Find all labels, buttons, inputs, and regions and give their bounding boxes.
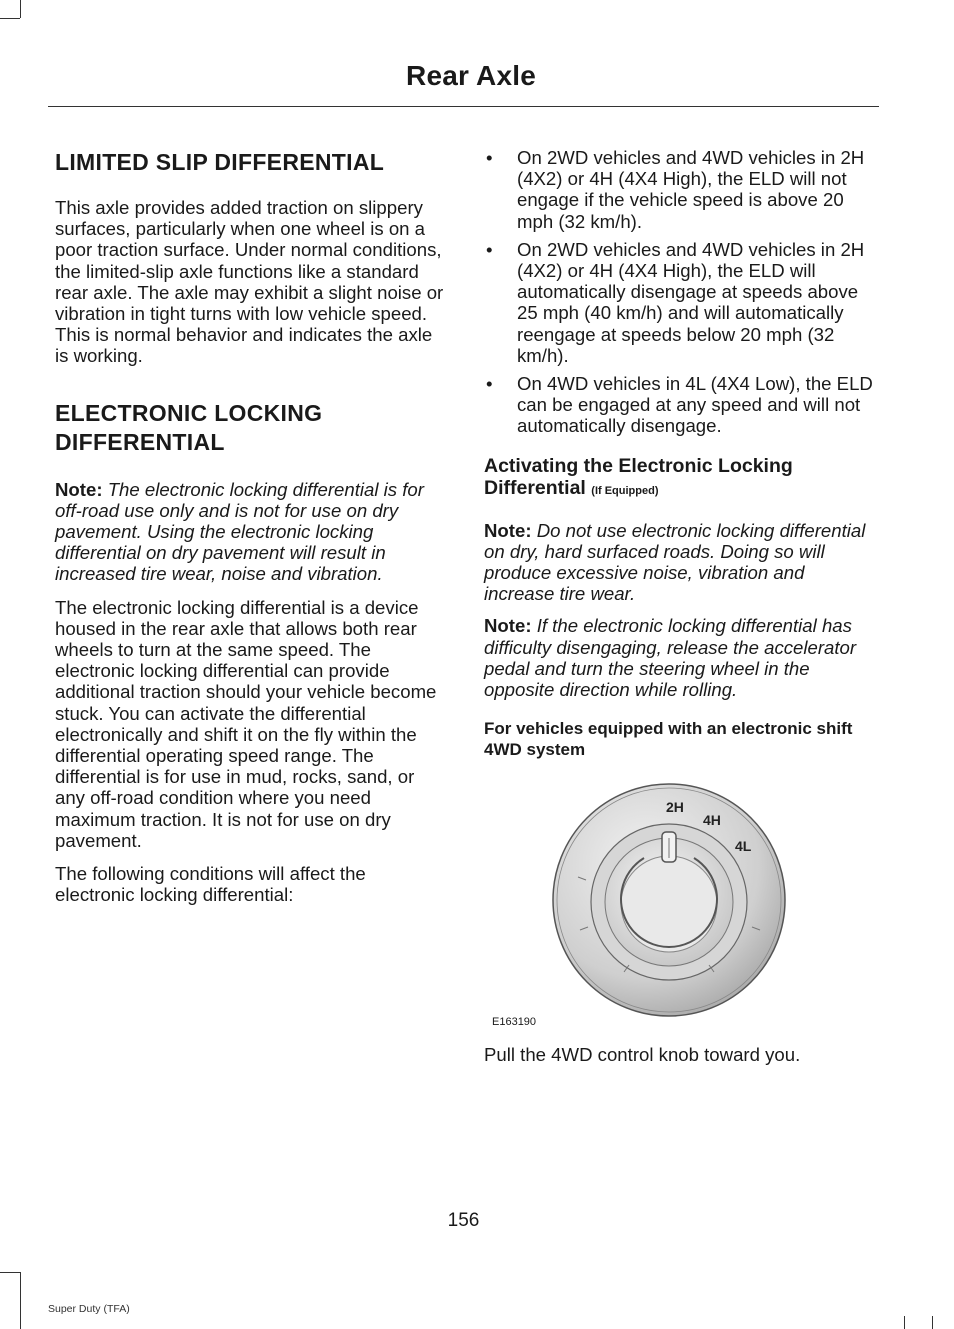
limited-slip-body: This axle provides added traction on slippery surfaces, particularly when one wheel is on a poor traction surface. Under normal conditions, the limited-slip axle functions like a standard rear axle. The axle may exhibit a slight noise or vibration in tight turns with low vehicle speed. This is normal behavior and indicates the axle is working. [55,197,444,367]
crop-mark [20,1272,21,1329]
eld-body-description: The electronic locking differential is a device housed in the rear axle that allows both rear wheels to turn at the same speed. The electronic locking differential can provide additional traction should your vehicle become stuck. You can activate the differential electronically and shift it on the fly within the differential operating speed range. The differential is for use in mud, rocks, sand, or any off-road condition where you need maximum traction. It is not for use on dry pavement. [55,596,437,851]
bullet-icon: • [486,238,493,260]
list-item: • On 4WD vehicles in 4L (4X4 Low), the ELD can be engaged at any speed and will not automatically disengage. [486,373,873,437]
bullet-icon: • [486,373,493,395]
figure-id: E163190 [492,1016,537,1029]
4wd-control-knob-figure [484,782,876,1042]
figure-label-2h: 2H [666,799,684,816]
page-number: 156 [447,1210,480,1231]
right-column [484,147,876,1075]
section-heading-electronic-locking: ELECTRONIC LOCKING DIFFERENTIAL [55,399,323,455]
if-equipped-label: (If Equipped) [591,484,659,497]
crop-mark [20,0,21,18]
figure-label-4h: 4H [703,812,721,829]
note-disengaging [484,615,876,700]
list-item: • On 2WD vehicles and 4WD vehicles in 2H (4X2) or 4H (4X4 High), the ELD will not engage if the vehicle speed is above 20 mph (32 km/h). [486,147,865,232]
header-divider [48,106,879,107]
list-item: • On 2WD vehicles and 4WD vehicles in 2H (4X2) or 4H (4X4 High), the ELD will automatically disengage at speeds above 25 mph (40 km/h) and will automatically reengage at speeds below 20 mph (32 km/h). [486,238,865,366]
section-heading-limited-slip: LIMITED SLIP DIFFERENTIAL [55,149,385,175]
bullet-icon: • [486,147,493,168]
note-text: If the electronic locking differential has difficulty disengaging, release the accelerator pedal and turn the steering wheel in the opposite direction while rolling. [484,615,857,701]
figure-caption: Pull the 4WD control knob toward you. [484,1044,801,1066]
crop-mark [0,1272,20,1273]
conditions-list [484,147,876,437]
note-dry-roads [484,520,876,605]
note-text: The electronic locking differential is for off-road use only and is not for use on dry pavement. Using the electronic locking differential on dry pavement will result in increased tire wear, noise and vibration. [55,478,424,585]
crop-mark [932,1316,933,1329]
note-off-road [55,479,447,585]
figure-label-4l: 4L [735,838,752,855]
note-label: Note: [55,478,103,500]
page-title: Rear Axle [406,60,536,91]
subheading-activating: Activating the Electronic Locking Differential (If Equipped) [484,454,793,499]
subheading-electronic-shift: For vehicles equipped with an electronic shift 4WD system [484,719,853,760]
note-text: Do not use electronic locking differential on dry, hard surfaced roads. Doing so will produce excessive noise, vibration and increase tire wear. [484,519,866,605]
eld-body-conditions: The following conditions will affect the electronic locking differential: [55,863,366,906]
crop-mark [0,18,20,19]
left-column [55,148,447,915]
crop-mark [904,1316,905,1329]
note-label: Note: [484,519,532,541]
note-label: Note: [484,615,532,637]
4wd-control-knob-icon [484,782,876,1022]
footer-text: Super Duty (TFA) [48,1303,130,1315]
